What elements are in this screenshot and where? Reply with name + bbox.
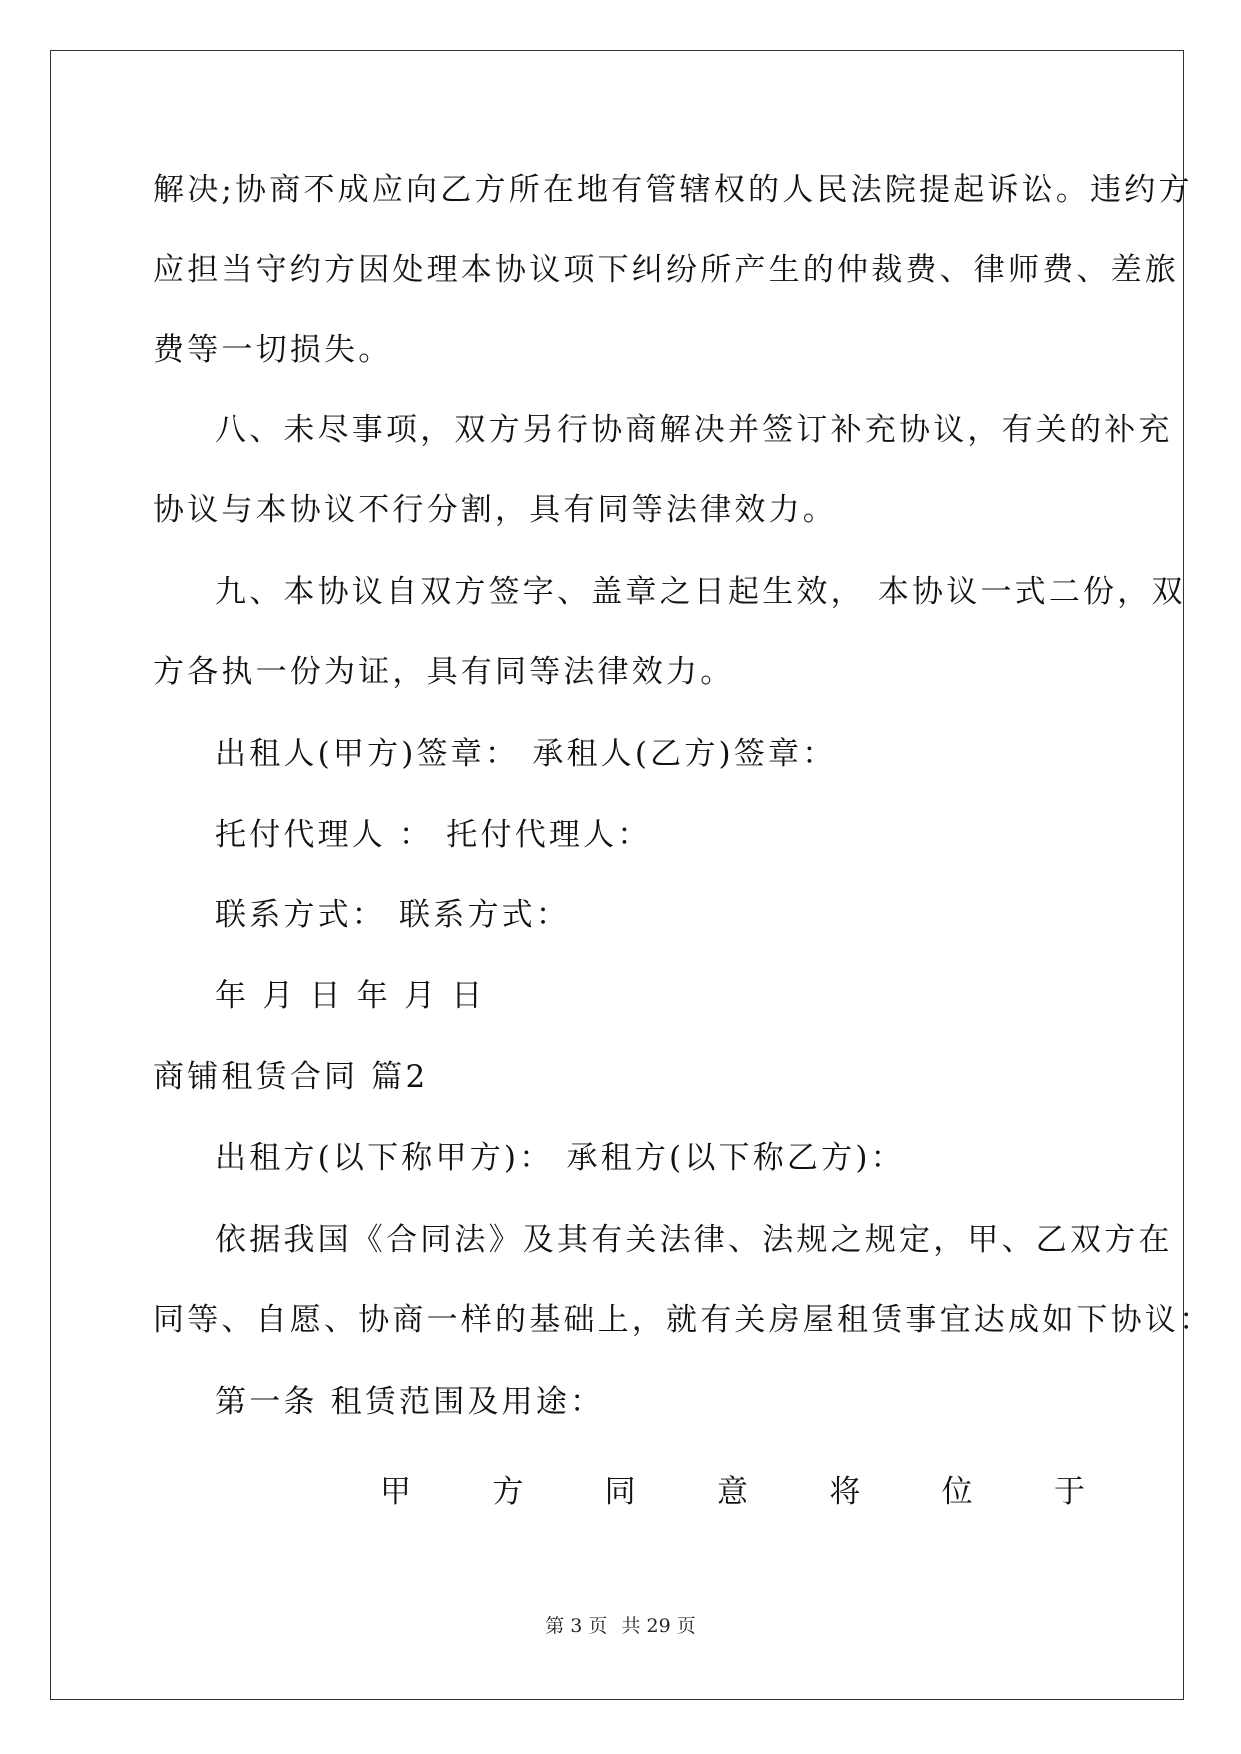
spaced-char: 甲 xyxy=(380,1474,411,1510)
section-heading: 商铺租赁合同 篇2 xyxy=(153,1059,429,1095)
spaced-char: 位 xyxy=(941,1474,973,1510)
text-line: 应担当守约方因处理本协议项下纠纷所产生的仲裁费、律师费、差旅 xyxy=(153,252,1179,288)
spaced-char: 将 xyxy=(829,1474,861,1510)
clause-heading: 第一条 租赁范围及用途： xyxy=(215,1384,605,1420)
text-line: 同等、自愿、协商一样的基础上，就有关房屋租赁事宜达成如下协议： xyxy=(153,1302,1214,1338)
spaced-char: 同 xyxy=(604,1474,636,1510)
text-line: 依据我国《合同法》及其有关法律、法规之规定，甲、乙双方在 xyxy=(215,1222,1173,1258)
contact-label-line: 联系方式： 联系方式： xyxy=(215,897,571,933)
text-line: 出租方(以下称甲方)： 承租方(以下称乙方)： xyxy=(215,1140,905,1176)
text-line: 八、未尽事项，双方另行协商解决并签订补充协议，有关的补充 xyxy=(215,412,1173,448)
spaced-char: 方 xyxy=(492,1474,524,1510)
date-label-line: 年 月 日 年 月 日 xyxy=(215,978,486,1014)
page-number: 第 3 页 xyxy=(545,1615,608,1637)
text-line: 协议与本协议不行分割，具有同等法律效力。 xyxy=(153,492,837,528)
spaced-char: 意 xyxy=(716,1474,748,1510)
page-footer xyxy=(0,1614,1241,1638)
signature-label-line: 出租人(甲方)签章： 承租人(乙方)签章： xyxy=(215,736,837,772)
text-line: 费等一切损失。 xyxy=(153,332,393,368)
page-border xyxy=(50,50,1184,1700)
page-total: 共 29 页 xyxy=(621,1615,696,1637)
text-line: 解决;协商不成应向乙方所在地有管辖权的人民法院提起诉讼。违约方 xyxy=(153,172,1193,208)
spaced-text-line xyxy=(380,1472,1085,1512)
text-line: 九、本协议自双方签字、盖章之日起生效， 本协议一式二份，双 xyxy=(215,574,1186,610)
spaced-char: 于 xyxy=(1053,1474,1085,1510)
text-line: 方各执一份为证，具有同等法律效力。 xyxy=(153,654,735,690)
agent-label-line: 托付代理人 ： 托付代理人： xyxy=(215,817,652,853)
